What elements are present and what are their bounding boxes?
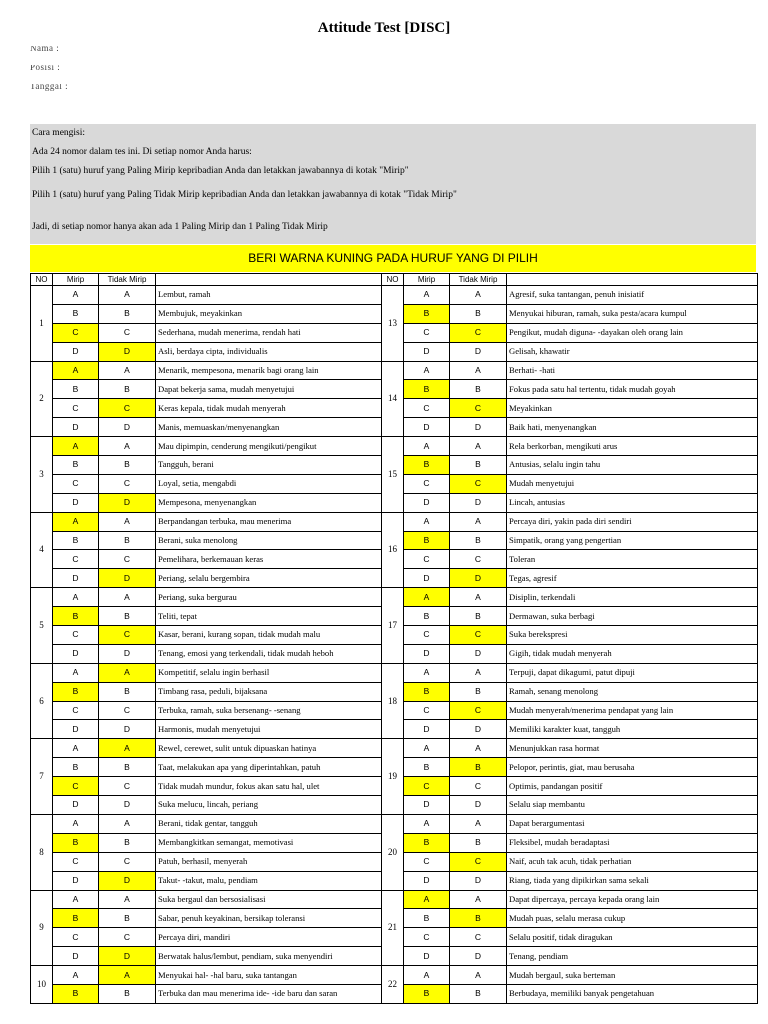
statement-text: Tenang, pendiam: [507, 947, 758, 966]
mirip-option-a[interactable]: A: [53, 663, 99, 682]
statement-text: Kasar, berani, kurang sopan, tidak mudah malu: [156, 626, 382, 645]
column-header-no: NO: [31, 274, 53, 286]
statement-text: Tenang, emosi yang terkendali, tidak mudah heboh: [156, 644, 382, 663]
question-number: 21: [382, 890, 404, 966]
mirip-option-c[interactable]: C: [404, 701, 450, 720]
tidak-mirip-option-a[interactable]: A: [99, 663, 156, 682]
tidak-mirip-option-b[interactable]: B: [99, 456, 156, 475]
instruction-banner: BERI WARNA KUNING PADA HURUF YANG DI PILIH: [30, 245, 756, 272]
tidak-mirip-option-b[interactable]: B: [99, 984, 156, 1003]
mirip-option-c[interactable]: C: [404, 928, 450, 947]
tidak-mirip-option-a[interactable]: A: [450, 966, 507, 985]
question-number: 5: [31, 588, 53, 664]
statement-text: Suka bergaul dan bersosialisasi: [156, 890, 382, 909]
statement-text: Berhati- -hati: [507, 361, 758, 380]
question-number: 6: [31, 663, 53, 739]
tidak-mirip-option-a[interactable]: A: [450, 286, 507, 305]
statement-text: Berbudaya, memiliki banyak pengetahuan: [507, 984, 758, 1003]
mirip-option-b[interactable]: B: [53, 682, 99, 701]
instructions-box: [30, 124, 756, 244]
table-row: [31, 890, 758, 909]
mirip-option-c[interactable]: C: [53, 323, 99, 342]
statement-text: Membangkitkan semangat, memotivasi: [156, 833, 382, 852]
instruction-line: Jadi, di setiap nomor hanya akan ada 1 Paling Mirip dan 1 Paling Tidak Mirip: [32, 222, 328, 232]
mirip-option-a[interactable]: A: [53, 890, 99, 909]
mirip-option-d[interactable]: D: [53, 796, 99, 815]
mirip-option-c[interactable]: C: [53, 928, 99, 947]
column-header-no: NO: [382, 274, 404, 286]
tidak-mirip-option-a[interactable]: A: [99, 437, 156, 456]
tidak-mirip-option-d[interactable]: D: [450, 342, 507, 361]
tidak-mirip-option-a[interactable]: A: [99, 512, 156, 531]
tidak-mirip-option-b[interactable]: B: [99, 304, 156, 323]
statement-text: Teliti, tepat: [156, 607, 382, 626]
tidak-mirip-option-b[interactable]: B: [450, 607, 507, 626]
table-row: [31, 663, 758, 682]
tidak-mirip-option-b[interactable]: B: [99, 380, 156, 399]
mirip-option-d[interactable]: D: [404, 418, 450, 437]
column-header-description: [507, 274, 758, 286]
mirip-option-b[interactable]: B: [404, 456, 450, 475]
instruction-line: Pilih 1 (satu) huruf yang Paling Tidak Mirip kepribadian Anda dan letakkan jawabannya di kotak "Tidak Mirip": [32, 190, 457, 200]
tidak-mirip-option-c[interactable]: C: [450, 852, 507, 871]
tidak-mirip-option-b[interactable]: B: [450, 682, 507, 701]
tidak-mirip-option-d[interactable]: D: [450, 796, 507, 815]
mirip-option-a[interactable]: A: [404, 286, 450, 305]
mirip-option-a[interactable]: A: [53, 286, 99, 305]
mirip-option-b[interactable]: B: [404, 758, 450, 777]
statement-text: Mudah menyetujui: [507, 474, 758, 493]
statement-text: Fleksibel, mudah beradaptasi: [507, 833, 758, 852]
statement-text: Lembut, ramah: [156, 286, 382, 305]
tidak-mirip-option-a[interactable]: A: [99, 814, 156, 833]
mirip-option-a[interactable]: A: [404, 739, 450, 758]
tidak-mirip-option-d[interactable]: D: [450, 418, 507, 437]
mirip-option-c[interactable]: C: [53, 474, 99, 493]
tidak-mirip-option-c[interactable]: C: [99, 474, 156, 493]
question-number: 4: [31, 512, 53, 588]
tidak-mirip-option-c[interactable]: C: [450, 626, 507, 645]
mirip-option-b[interactable]: B: [404, 607, 450, 626]
mirip-option-c[interactable]: C: [53, 701, 99, 720]
column-header-tidak-mirip: Tidak Mirip: [99, 274, 156, 286]
mirip-option-c[interactable]: C: [53, 626, 99, 645]
mirip-option-d[interactable]: D: [404, 644, 450, 663]
tidak-mirip-option-b[interactable]: B: [99, 682, 156, 701]
mirip-option-d[interactable]: D: [404, 720, 450, 739]
tidak-mirip-option-a[interactable]: A: [450, 437, 507, 456]
tidak-mirip-option-d[interactable]: D: [99, 342, 156, 361]
statement-text: Ramah, senang menolong: [507, 682, 758, 701]
statement-text: Baik hati, menyenangkan: [507, 418, 758, 437]
tidak-mirip-option-c[interactable]: C: [450, 323, 507, 342]
tidak-mirip-option-c[interactable]: C: [99, 399, 156, 418]
statement-text: Menunjukkan rasa hormat: [507, 739, 758, 758]
tidak-mirip-option-c[interactable]: C: [450, 399, 507, 418]
tidak-mirip-option-d[interactable]: D: [99, 644, 156, 663]
statement-text: Meyakinkan: [507, 399, 758, 418]
statement-text: Lincah, antusias: [507, 493, 758, 512]
question-number: 16: [382, 512, 404, 588]
mirip-option-b[interactable]: B: [404, 531, 450, 550]
mirip-option-a[interactable]: A: [404, 512, 450, 531]
statement-text: Mudah menyerah/menerima pendapat yang lain: [507, 701, 758, 720]
question-number: 7: [31, 739, 53, 815]
tidak-mirip-option-c[interactable]: C: [99, 550, 156, 569]
mirip-option-b[interactable]: B: [404, 984, 450, 1003]
statement-text: Menarik, mempesona, menarik bagi orang lain: [156, 361, 382, 380]
statement-text: Berpandangan terbuka, mau menerima: [156, 512, 382, 531]
statement-text: Tangguh, berani: [156, 456, 382, 475]
mirip-option-d[interactable]: D: [404, 569, 450, 588]
statement-text: Asli, berdaya cipta, individualis: [156, 342, 382, 361]
mirip-option-c[interactable]: C: [53, 550, 99, 569]
statement-text: Dermawan, suka berbagi: [507, 607, 758, 626]
position-field-label: Posisi :: [30, 65, 61, 72]
mirip-option-d[interactable]: D: [53, 871, 99, 890]
mirip-option-b[interactable]: B: [53, 304, 99, 323]
statement-text: Keras kepala, tidak mudah menyerah: [156, 399, 382, 418]
statement-text: Mempesona, menyenangkan: [156, 493, 382, 512]
tidak-mirip-option-a[interactable]: A: [99, 588, 156, 607]
tidak-mirip-option-a[interactable]: A: [450, 890, 507, 909]
statement-text: Mau dipimpin, cenderung mengikuti/pengikut: [156, 437, 382, 456]
table-row: [31, 437, 758, 456]
statement-text: Terbuka dan mau menerima ide- -ide baru dan saran: [156, 984, 382, 1003]
tidak-mirip-option-c[interactable]: C: [450, 928, 507, 947]
mirip-option-c[interactable]: C: [404, 399, 450, 418]
question-number: 10: [31, 966, 53, 1004]
statement-text: Terpuji, dapat dikagumi, patut dipuji: [507, 663, 758, 682]
statement-text: Riang, tiada yang dipikirkan sama sekali: [507, 871, 758, 890]
mirip-option-d[interactable]: D: [53, 418, 99, 437]
statement-text: Patuh, berhasil, menyerah: [156, 852, 382, 871]
mirip-option-b[interactable]: B: [53, 456, 99, 475]
mirip-option-d[interactable]: D: [53, 493, 99, 512]
tidak-mirip-option-b[interactable]: B: [99, 833, 156, 852]
mirip-option-a[interactable]: A: [404, 437, 450, 456]
statement-text: Mudah puas, selalu merasa cukup: [507, 909, 758, 928]
question-number: 22: [382, 966, 404, 1004]
tidak-mirip-option-a[interactable]: A: [450, 588, 507, 607]
question-number: 17: [382, 588, 404, 664]
mirip-option-d[interactable]: D: [53, 947, 99, 966]
statement-text: Berani, tidak gentar, tangguh: [156, 814, 382, 833]
tidak-mirip-option-a[interactable]: A: [450, 663, 507, 682]
mirip-option-b[interactable]: B: [404, 682, 450, 701]
question-number: 18: [382, 663, 404, 739]
mirip-option-d[interactable]: D: [404, 871, 450, 890]
page-title: Attitude Test [DISC]: [317, 20, 451, 36]
statement-text: Terbuka, ramah, suka bersenang- -senang: [156, 701, 382, 720]
mirip-option-c[interactable]: C: [404, 852, 450, 871]
question-number: 13: [382, 286, 404, 362]
mirip-option-a[interactable]: A: [53, 966, 99, 985]
statement-text: Manis, memuaskan/menyenangkan: [156, 418, 382, 437]
table-row: [31, 588, 758, 607]
statement-text: Berani, suka menolong: [156, 531, 382, 550]
tidak-mirip-option-d[interactable]: D: [450, 720, 507, 739]
tidak-mirip-option-a[interactable]: A: [450, 739, 507, 758]
mirip-option-a[interactable]: A: [404, 663, 450, 682]
table-row: [31, 286, 758, 305]
tidak-mirip-option-a[interactable]: A: [99, 890, 156, 909]
question-number: 14: [382, 361, 404, 437]
tidak-mirip-option-c[interactable]: C: [99, 626, 156, 645]
statement-text: Dapat bekerja sama, mudah menyetujui: [156, 380, 382, 399]
tidak-mirip-option-a[interactable]: A: [99, 361, 156, 380]
statement-text: Menyukai hal- -hal baru, suka tantangan: [156, 966, 382, 985]
tidak-mirip-option-b[interactable]: B: [450, 833, 507, 852]
table-row: [31, 361, 758, 380]
question-number: 3: [31, 437, 53, 513]
mirip-option-d[interactable]: D: [404, 796, 450, 815]
tidak-mirip-option-a[interactable]: A: [99, 286, 156, 305]
question-number: 8: [31, 814, 53, 890]
statement-text: Percaya diri, mandiri: [156, 928, 382, 947]
statement-text: Menyukai hiburan, ramah, suka pesta/acara kumpul: [507, 304, 758, 323]
mirip-option-d[interactable]: D: [404, 947, 450, 966]
statement-text: Tidak mudah mundur, fokus akan satu hal, ulet: [156, 777, 382, 796]
tidak-mirip-option-d[interactable]: D: [450, 644, 507, 663]
tidak-mirip-option-c[interactable]: C: [99, 701, 156, 720]
mirip-option-a[interactable]: A: [53, 814, 99, 833]
statement-text: Membujuk, meyakinkan: [156, 304, 382, 323]
mirip-option-c[interactable]: C: [404, 550, 450, 569]
statement-text: Selalu positif, tidak diragukan: [507, 928, 758, 947]
mirip-option-a[interactable]: A: [53, 739, 99, 758]
statement-text: Percaya diri, yakin pada diri sendiri: [507, 512, 758, 531]
mirip-option-c[interactable]: C: [404, 626, 450, 645]
statement-text: Sederhana, mudah menerima, rendah hati: [156, 323, 382, 342]
tidak-mirip-option-a[interactable]: A: [99, 966, 156, 985]
tidak-mirip-option-c[interactable]: C: [450, 550, 507, 569]
statement-text: Pelopor, perintis, giat, mau berusaha: [507, 758, 758, 777]
statement-text: Memiliki karakter kuat, tangguh: [507, 720, 758, 739]
question-number: 2: [31, 361, 53, 437]
question-number: 9: [31, 890, 53, 966]
mirip-option-c[interactable]: C: [404, 323, 450, 342]
tidak-mirip-option-b[interactable]: B: [450, 456, 507, 475]
statement-text: Pemelihara, berkemauan keras: [156, 550, 382, 569]
tidak-mirip-option-d[interactable]: D: [99, 493, 156, 512]
statement-text: Mudah bergaul, suka berteman: [507, 966, 758, 985]
mirip-option-a[interactable]: A: [404, 814, 450, 833]
table-row: [31, 512, 758, 531]
question-number: 15: [382, 437, 404, 513]
statement-text: Takut- -takut, malu, pendiam: [156, 871, 382, 890]
tidak-mirip-option-b[interactable]: B: [450, 304, 507, 323]
tidak-mirip-option-a[interactable]: A: [450, 512, 507, 531]
mirip-option-a[interactable]: A: [53, 512, 99, 531]
mirip-option-b[interactable]: B: [53, 984, 99, 1003]
tidak-mirip-option-d[interactable]: D: [99, 871, 156, 890]
mirip-option-a[interactable]: A: [404, 588, 450, 607]
statement-text: Sabar, penuh keyakinan, bersikap toleransi: [156, 909, 382, 928]
tidak-mirip-option-c[interactable]: C: [99, 852, 156, 871]
tidak-mirip-option-d[interactable]: D: [450, 493, 507, 512]
statement-text: Antusias, selalu ingin tahu: [507, 456, 758, 475]
tidak-mirip-option-b[interactable]: B: [450, 380, 507, 399]
mirip-option-c[interactable]: C: [53, 777, 99, 796]
mirip-option-c[interactable]: C: [53, 852, 99, 871]
mirip-option-d[interactable]: D: [53, 342, 99, 361]
tidak-mirip-option-b[interactable]: B: [99, 607, 156, 626]
mirip-option-d[interactable]: D: [53, 644, 99, 663]
tidak-mirip-option-d[interactable]: D: [99, 947, 156, 966]
mirip-option-d[interactable]: D: [404, 493, 450, 512]
statement-text: Naif, acuh tak acuh, tidak perhatian: [507, 852, 758, 871]
tidak-mirip-option-b[interactable]: B: [450, 531, 507, 550]
tidak-mirip-option-c[interactable]: C: [450, 777, 507, 796]
tidak-mirip-option-d[interactable]: D: [450, 569, 507, 588]
mirip-option-a[interactable]: A: [404, 890, 450, 909]
statement-text: Selalu siap membantu: [507, 796, 758, 815]
table-row: [31, 966, 758, 985]
question-number: 1: [31, 286, 53, 362]
statement-text: Suka berekspresi: [507, 626, 758, 645]
mirip-option-b[interactable]: B: [53, 758, 99, 777]
tidak-mirip-option-d[interactable]: D: [450, 871, 507, 890]
statement-text: Timbang rasa, peduli, bijaksana: [156, 682, 382, 701]
column-header-description: [156, 274, 382, 286]
table-row: [31, 814, 758, 833]
statement-text: Suka melucu, lincah, periang: [156, 796, 382, 815]
tidak-mirip-option-b[interactable]: B: [99, 531, 156, 550]
table-header-row: [31, 274, 758, 286]
statement-text: Toleran: [507, 550, 758, 569]
statement-text: Harmonis, mudah menyetujui: [156, 720, 382, 739]
mirip-option-c[interactable]: C: [404, 777, 450, 796]
mirip-option-d[interactable]: D: [404, 342, 450, 361]
tidak-mirip-option-d[interactable]: D: [99, 569, 156, 588]
tidak-mirip-option-b[interactable]: B: [450, 758, 507, 777]
mirip-option-b[interactable]: B: [53, 909, 99, 928]
mirip-option-b[interactable]: B: [404, 833, 450, 852]
statement-text: Periang, suka bergurau: [156, 588, 382, 607]
tidak-mirip-option-d[interactable]: D: [450, 947, 507, 966]
mirip-option-b[interactable]: B: [404, 304, 450, 323]
table-row: [31, 739, 758, 758]
mirip-option-b[interactable]: B: [404, 380, 450, 399]
mirip-option-a[interactable]: A: [404, 966, 450, 985]
statement-text: Pengikut, mudah diguna- -dayakan oleh orang lain: [507, 323, 758, 342]
tidak-mirip-option-b[interactable]: B: [450, 984, 507, 1003]
mirip-option-c[interactable]: C: [53, 399, 99, 418]
mirip-option-b[interactable]: B: [53, 531, 99, 550]
tidak-mirip-option-c[interactable]: C: [99, 928, 156, 947]
statement-text: Gelisah, khawatir: [507, 342, 758, 361]
instruction-line: Ada 24 nomor dalam tes ini. Di setiap nomor Anda harus:: [32, 147, 252, 157]
statement-text: Loyal, setia, mengabdi: [156, 474, 382, 493]
column-header-mirip: Mirip: [53, 274, 99, 286]
mirip-option-b[interactable]: B: [53, 607, 99, 626]
statement-text: Kompetitif, selalu ingin berhasil: [156, 663, 382, 682]
tidak-mirip-option-d[interactable]: D: [99, 796, 156, 815]
mirip-option-d[interactable]: D: [53, 720, 99, 739]
tidak-mirip-option-b[interactable]: B: [99, 909, 156, 928]
date-field-label: Tanggal :: [30, 84, 69, 91]
statement-text: Taat, melakukan apa yang diperintahkan, patuh: [156, 758, 382, 777]
statement-text: Optimis, pandangan positif: [507, 777, 758, 796]
tidak-mirip-option-a[interactable]: A: [99, 739, 156, 758]
statement-text: Gigih, tidak mudah menyerah: [507, 644, 758, 663]
question-number: 19: [382, 739, 404, 815]
statement-text: Dapat dipercaya, percaya kepada orang lain: [507, 890, 758, 909]
mirip-option-c[interactable]: C: [404, 474, 450, 493]
statement-text: Fokus pada satu hal tertentu, tidak mudah goyah: [507, 380, 758, 399]
mirip-option-d[interactable]: D: [53, 569, 99, 588]
tidak-mirip-option-c[interactable]: C: [450, 701, 507, 720]
mirip-option-a[interactable]: A: [53, 361, 99, 380]
mirip-option-a[interactable]: A: [53, 437, 99, 456]
tidak-mirip-option-c[interactable]: C: [99, 777, 156, 796]
tidak-mirip-option-b[interactable]: B: [450, 909, 507, 928]
column-header-tidak-mirip: Tidak Mirip: [450, 274, 507, 286]
disc-answer-table: [30, 273, 758, 1004]
mirip-option-b[interactable]: B: [53, 380, 99, 399]
tidak-mirip-option-d[interactable]: D: [99, 720, 156, 739]
column-header-mirip: Mirip: [404, 274, 450, 286]
statement-text: Disiplin, terkendali: [507, 588, 758, 607]
instruction-line: Pilih 1 (satu) huruf yang Paling Mirip kepribadian Anda dan letakkan jawabannya di kotak "Mirip": [32, 166, 409, 176]
statement-text: Tegas, agresif: [507, 569, 758, 588]
question-number: 20: [382, 814, 404, 890]
tidak-mirip-option-c[interactable]: C: [450, 474, 507, 493]
statement-text: Periang, selalu bergembira: [156, 569, 382, 588]
mirip-option-b[interactable]: B: [404, 909, 450, 928]
tidak-mirip-option-c[interactable]: C: [99, 323, 156, 342]
statement-text: Rewel, cerewet, sulit untuk dipuaskan hatinya: [156, 739, 382, 758]
tidak-mirip-option-b[interactable]: B: [99, 758, 156, 777]
tidak-mirip-option-d[interactable]: D: [99, 418, 156, 437]
statement-text: Agresif, suka tantangan, penuh inisiatif: [507, 286, 758, 305]
mirip-option-b[interactable]: B: [53, 833, 99, 852]
mirip-option-a[interactable]: A: [53, 588, 99, 607]
instruction-heading: Cara mengisi:: [32, 128, 86, 138]
statement-text: Dapat berargumentasi: [507, 814, 758, 833]
tidak-mirip-option-a[interactable]: A: [450, 361, 507, 380]
name-field-label: Nama :: [30, 46, 60, 53]
statement-text: Berwatak halus/lembut, pendiam, suka menyendiri: [156, 947, 382, 966]
statement-text: Rela berkorban, mengikuti arus: [507, 437, 758, 456]
statement-text: Simpatik, orang yang pengertian: [507, 531, 758, 550]
mirip-option-a[interactable]: A: [404, 361, 450, 380]
tidak-mirip-option-a[interactable]: A: [450, 814, 507, 833]
